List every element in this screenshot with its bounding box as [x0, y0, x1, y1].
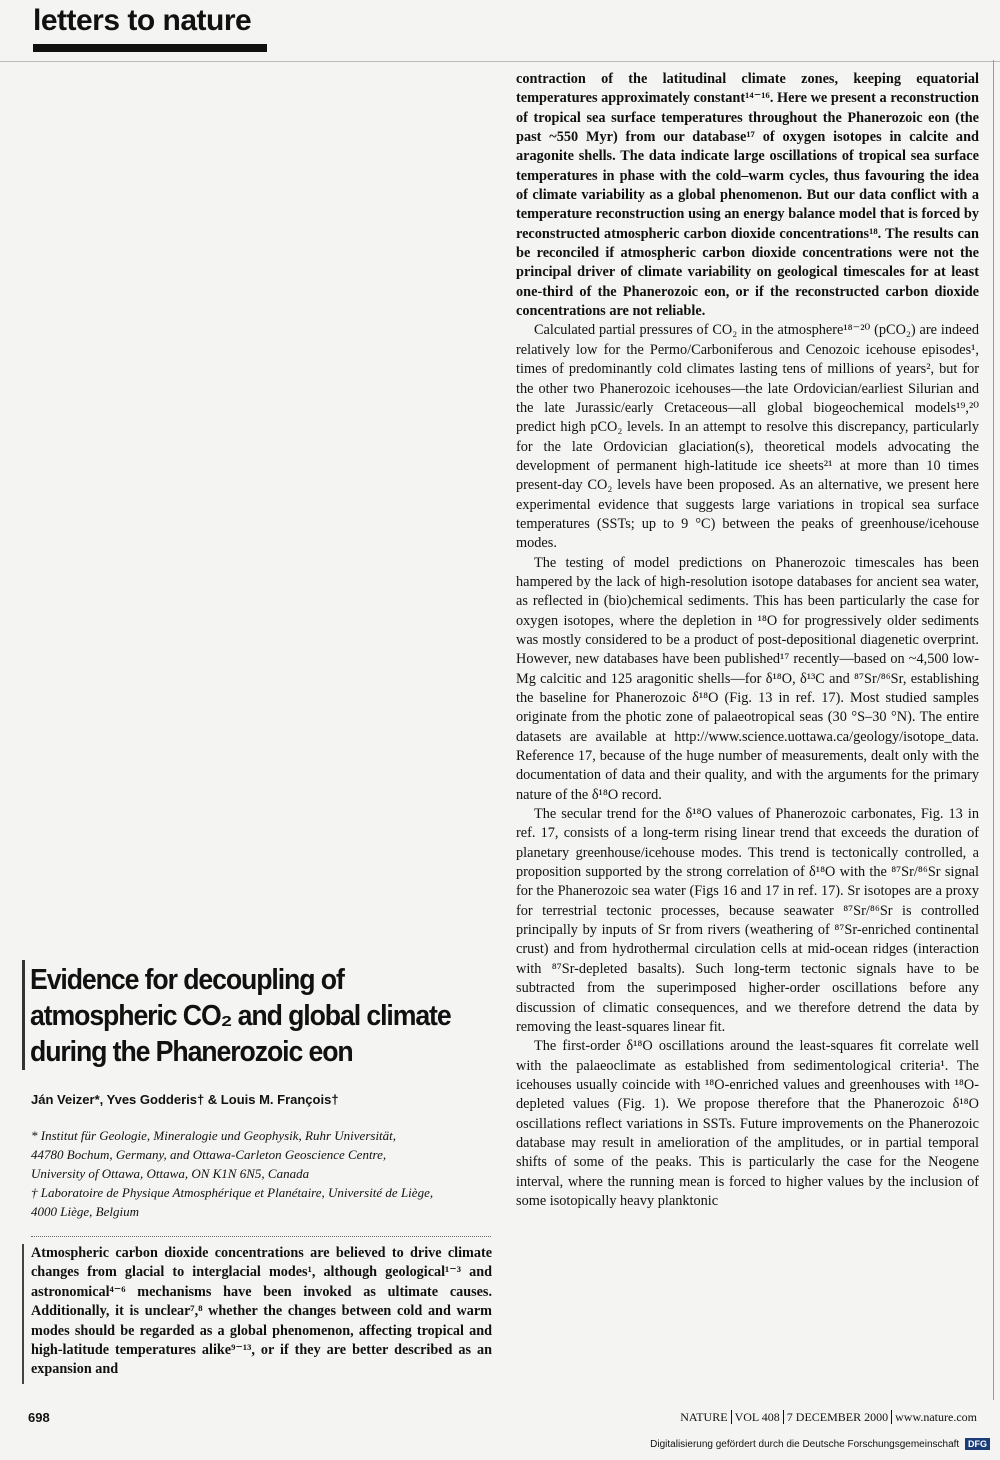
- digitization-note: [650, 1438, 990, 1450]
- abstract-start: Atmospheric carbon dioxide concentrations are believed to drive climate changes from glacial to interglacial modes¹, although geological¹⁻³ and astronomical⁴⁻⁶ mechanisms have been invoked as ultimate causes. Additionally, it is unclear⁷,⁸ whether the changes between cold and warm modes should be regarded as a global phenomenon, affecting tropical and high-latitude temperatures alike⁹⁻¹³, or if they are better described as an expansion and: [31, 1245, 492, 1378]
- affiliation-line: † Laboratoire de Physique Atmosphérique et Planétaire, Université de Liège,: [31, 1185, 434, 1200]
- abstract-continued: contraction of the latitudinal climate zones, keeping equatorial temperatures approximately constant¹⁴⁻¹⁶. Here we present a reconstruction of tropical sea surface temperatures throughout the Phanerozoic eon (the past ~550 Myr) from our database¹⁷ of oxygen isotopes in calcite and aragonite shells. The data indicate large oscillations of tropical sea surface temperatures in phase with the cold–warm cycles, thus favouring the idea of climate variability as a global phenomenon. But our data conflict with a temperature reconstruction using an energy balance model that is forced by reconstructed atmospheric carbon dioxide concentrations¹⁸. The results can be reconciled if atmospheric carbon dioxide concentrations were not the principal driver of climate variability on geological timescales for at least one-third of the Phanerozoic eon, or if the reconstructed carbon dioxide concentrations are not reliable.: [516, 71, 979, 320]
- journal-footer: [677, 1410, 980, 1425]
- affiliation-line: 44780 Bochum, Germany, and Ottawa-Carleton Geoscience Centre,: [31, 1147, 387, 1162]
- dfg-logo: DFG: [965, 1438, 990, 1450]
- affiliation-line: * Institut für Geologie, Mineralogie und Geophysik, Ruhr Universität,: [31, 1128, 397, 1143]
- page-number: 698: [28, 1410, 50, 1425]
- body-paragraph: The first-order δ¹⁸O oscillations around the least-squares fit correlate well with the palaeoclimate as established from sedimentological criteria¹. The icehouses usually coincide with ¹⁸O-enriched values and greenhouses with ¹⁸O-depleted values (Fig. 1). We propose therefore that the Phanerozoic δ¹⁸O oscillations reflect variations in SSTs. Future improvements on the Phanerozoic database may result in amelioration of the amplitudes, or in partial temporal shifts of some of the peaks. This is particularly the case for the Neogene interval, where the running mean is forced to higher values by the inclusion of some isotopically heavy planktonic: [516, 1038, 979, 1209]
- journal-volume: VOL 408: [731, 1410, 783, 1424]
- body-paragraph: The testing of model predictions on Phanerozoic timescales has been hampered by the lack of high-resolution isotope databases for ancient sea water, as reflected in (bio)chemical sediments. This has been particularly the case for oxygen isotopes, where the depletion in ¹⁸O for progressively older sediments was mostly considered to be a product of post-depositional diagenetic overprint. However, new databases have been published¹⁷ recently—based on ~4,500 low-Mg calcitic and 125 aragonitic shells—for δ¹⁸O, δ¹³C and ⁸⁷Sr/⁸⁶Sr, establishing the baseline for Phanerozoic δ¹⁸O (Fig. 13 in ref. 17). Most studied samples originate from the photic zone of palaeotropical seas (30 °S–30 °N). The entire datasets are available at http://www.science.uottawa.ca/geology/isotope_data. Reference 17, because of the huge number of measurements, dealt only with the documentation of data and their quality, and with the arguments for the primary nature of the δ¹⁸O record.: [516, 554, 979, 803]
- affiliations: [31, 1126, 496, 1221]
- abstract-side-bar: [22, 1244, 24, 1384]
- journal-date: 7 DECEMBER 2000: [783, 1410, 891, 1424]
- author-list: Ján Veizer*, Yves Godderis† & Louis M. François†: [31, 1092, 339, 1107]
- scan-edge-line: [993, 60, 994, 1400]
- digitization-text: Digitalisierung gefördert durch die Deutsche Forschungsgemeinschaft: [650, 1439, 960, 1450]
- section-header: letters to nature: [33, 4, 252, 37]
- title-side-bar: [22, 960, 25, 1070]
- journal-name: NATURE: [680, 1410, 728, 1424]
- affiliation-line: University of Ottawa, Ottawa, ON K1N 6N5, Canada: [31, 1166, 310, 1181]
- body-paragraph: Calculated partial pressures of CO₂ in the atmosphere¹⁸⁻²⁰ (pCO₂) are indeed relatively low for the Permo/Carboniferous and Cenozoic icehouse episodes¹, times of predominantly cold climates lasting tens of millions of years², but for the other two Phanerozoic icehouses—the late Ordovician/earliest Silurian and the late Jurassic/early Cretaceous—all global biogeochemical models¹⁹,²⁰ predict high pCO₂ levels. In an attempt to resolve this discrepancy, particularly for the late Ordovician glaciation(s), theoretical models advocating the development of permanent high-latitude ice sheets²¹ at more than 10 times present-day CO₂ levels have been proposed. As an alternative, we present here experimental evidence that suggests large variations in tropical sea surface temperatures (SSTs; up to 9 °C) between the peaks of greenhouse/icehouse modes.: [516, 322, 979, 552]
- article-title: Evidence for decoupling of atmospheric CO₂ and global climate during the Phanerozoic eon: [30, 964, 451, 1068]
- affiliation-line: 4000 Liège, Belgium: [31, 1204, 139, 1219]
- right-column: [516, 70, 979, 1211]
- journal-url: www.nature.com: [891, 1410, 980, 1424]
- header-rule: [33, 44, 267, 52]
- dotted-divider: [31, 1236, 491, 1237]
- top-divider: [0, 61, 1000, 62]
- body-paragraph: The secular trend for the δ¹⁸O values of Phanerozoic carbonates, Fig. 13 in ref. 17, consists of a long-term rising linear trend that exceeds the duration of planetary greenhouse/icehouse modes. This trend is tectonically controlled, a proposition supported by the strong correlation of δ¹⁸O with the ⁸⁷Sr/⁸⁶Sr signal for the Phanerozoic sea water (Figs 16 and 17 in ref. 17). Sr isotopes are a proxy for terrestrial tectonic processes, because seawater ⁸⁷Sr/⁸⁶Sr is controlled principally by inputs of Sr from rivers (weathering of ⁸⁷Sr-enriched continental crust) and from hydrothermal circulation cells at mid-ocean ridges (interaction with ⁸⁷Sr-depleted basalts). Such long-term tectonic signals have to be subtracted from the superimposed higher-order oscillations before any discussion of climatic consequences, and we therefore detrend the data by removing the least-squares linear fit.: [516, 806, 979, 1035]
